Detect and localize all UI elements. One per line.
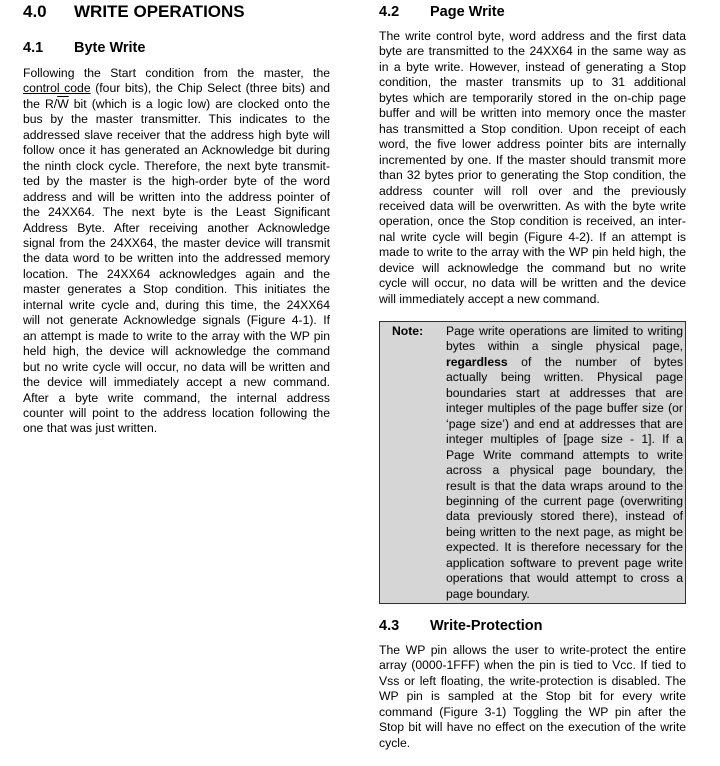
- note-line: Page write operations are limited to writing: [446, 324, 683, 338]
- note-line: expected. It is therefore necessary for the: [446, 540, 683, 555]
- paragraph-line: but no write cycle will occur, no data will be written and: [23, 359, 330, 374]
- paragraph-line: The write control byte, word address and the first data: [379, 29, 686, 43]
- paragraph-line: made to write to the array with the WP pin held high, the: [379, 245, 686, 260]
- paragraph-line: Address Byte. After receiving another Acknowledge: [23, 220, 330, 235]
- w-overbar-text: $\overline{W}$: [57, 96, 69, 111]
- note-line: boundaries start at addresses that are: [446, 385, 683, 400]
- note-line: ‘page size’) and end at addresses that are: [446, 416, 683, 431]
- paragraph-line: [23, 97, 330, 112]
- paragraph-line: internal write cycle and, during this time, the 24XX64: [23, 297, 330, 312]
- control-code-text: control code: [23, 81, 91, 96]
- paragraph-line: in a byte write. However, instead of generating a Stop: [379, 59, 686, 74]
- paragraph-line-rest: bit (which is a logic low) are clocked onto the: [68, 96, 330, 111]
- paragraph-line: bytes which are temporarily stored in the on-chip page: [379, 90, 686, 105]
- note-line: bytes within a single physical page,: [446, 339, 683, 354]
- paragraph-line: addressed slave receiver that the address high byte will: [23, 127, 330, 142]
- paragraph-line: location. The 24XX64 acknowledges again and the: [23, 266, 330, 281]
- paragraph-line: the data word to be written into the addressed memory: [23, 251, 330, 266]
- note-line: data previously stored there), instead of: [446, 509, 683, 524]
- paragraph-line: one that was just written.: [23, 421, 158, 436]
- paragraph-line: address counter will roll over and the previously: [379, 183, 686, 198]
- byte-write-heading: [23, 39, 145, 57]
- note-line: across a physical page boundary, the: [446, 463, 683, 478]
- paragraph-line: After a byte write command, the internal address: [23, 390, 330, 405]
- paragraph-line: bus by the master transmitter. This indicates to the: [23, 112, 330, 127]
- paragraph-line: condition, the master transmits up to 31 additional: [379, 75, 686, 90]
- chapter-heading: [23, 2, 245, 22]
- write-protection-paragraph: [379, 643, 686, 751]
- note-line: operations that would attempt to cross a: [446, 571, 683, 586]
- chapter-number: 4.0: [23, 2, 47, 21]
- paragraph-line: byte are transmitted to the 24XX64 in the same way as: [379, 44, 686, 59]
- paragraph-line: nal write cycle will begin (Figure 4-2). If an attempt is: [379, 229, 686, 244]
- paragraph-line: held high, the device will acknowledge the command: [23, 344, 330, 359]
- note-line: integer multiples of the page buffer size (or: [446, 401, 683, 416]
- paragraph-line: an attempt is made to write to the array with the WP pin: [23, 328, 330, 343]
- paragraph-line: address and will be written into the address pointer of: [23, 189, 330, 204]
- paragraph-line: signal from the 24XX64, the master device will transmit: [23, 235, 330, 250]
- paragraph-line: counter will point to the address location following the: [23, 405, 330, 420]
- write-protection-title: Write-Protection: [430, 618, 543, 634]
- note-box: [379, 321, 686, 604]
- chapter-title: WRITE OPERATIONS: [74, 2, 245, 21]
- paragraph-line: buffer and will be written into memory once the master: [379, 106, 686, 121]
- paragraph-line: will not generate Acknowledge signals (Figure 4-1). If: [23, 313, 330, 328]
- paragraph-line: the device will immediately accept a new command.: [23, 375, 330, 390]
- paragraph-line: Following the Start condition from the master, the: [23, 66, 330, 80]
- byte-write-paragraph: [23, 66, 330, 437]
- paragraph-line: cycle.: [379, 735, 411, 750]
- note-line: actually being written. Physical page: [446, 370, 683, 385]
- paragraph-line: follow once it has generated an Acknowledge bit during: [23, 143, 330, 158]
- page-write-title: Page Write: [430, 4, 505, 20]
- paragraph-line: [23, 81, 330, 96]
- paragraph-line: Vss or left floating, the write-protection is disabled. The: [379, 673, 686, 688]
- paragraph-line: command (Figure 3-1) Toggling the WP pin after the: [379, 704, 686, 719]
- note-text: [446, 324, 683, 602]
- paragraph-line-rest: (four bits), the Chip Select (three bits) and: [90, 81, 330, 96]
- note-line: being written to the next page, as might be: [446, 524, 683, 539]
- paragraph-line: ted by the master is the high-order byte of the word: [23, 174, 330, 189]
- note-line: application software to prevent page write: [446, 555, 683, 570]
- note-emphasis: regardless of the number of bytes: [446, 354, 683, 369]
- paragraph-line: WP pin is sampled at the Stop bit for every write: [379, 689, 686, 704]
- paragraph-line-start: the R/: [23, 96, 58, 111]
- paragraph-line: array (0000-1FFF) when the pin is tied to Vcc. If tied to: [379, 658, 686, 673]
- note-line: Page Write command attempts to write: [446, 447, 683, 462]
- page-write-number: 4.2: [379, 4, 400, 20]
- paragraph-line: will immediately accept a new command.: [379, 291, 600, 306]
- paragraph-line: device will acknowledge the command but no write: [379, 260, 686, 275]
- paragraph-line: the 24XX64. The next byte is the Least Significant: [23, 205, 330, 220]
- paragraph-line: than 32 bytes prior to generating the Stop condition, the: [379, 168, 686, 183]
- write-protection-number: 4.3: [379, 618, 400, 634]
- byte-write-number: 4.1: [23, 40, 44, 56]
- paragraph-line: incremented by one. If the master should transmit more: [379, 152, 686, 167]
- note-line: integer multiples of [page size - 1]. If a: [446, 432, 683, 447]
- byte-write-title: Byte Write: [74, 40, 146, 56]
- paragraph-line: cycle will occur, no data will be written and the device: [379, 276, 686, 291]
- note-line: beginning of the current page (overwriting: [446, 493, 683, 508]
- paragraph-line: master generates a Stop condition. This initiates the: [23, 282, 330, 297]
- page-write-paragraph: [379, 29, 686, 307]
- page-write-heading: [379, 3, 505, 21]
- write-protection-heading: [379, 617, 543, 635]
- note-line: page boundary.: [446, 586, 530, 601]
- note-line: result is that the data wraps around to the: [446, 478, 683, 493]
- note-line: [446, 355, 683, 370]
- paragraph-line: Stop bit will have no effect on the execution of the write: [379, 720, 686, 735]
- note-label: Note:: [392, 324, 424, 338]
- paragraph-line: the ninth clock cycle. Therefore, the next byte transmit-: [23, 158, 330, 173]
- paragraph-line: operation, once the Stop condition is received, an inter-: [379, 214, 686, 229]
- paragraph-line: received data will be overwritten. As with the byte write: [379, 198, 686, 213]
- paragraph-line: The WP pin allows the user to write-protect the entire: [379, 643, 686, 657]
- paragraph-line: has transmitted a Stop condition. Upon receipt of each: [379, 121, 686, 136]
- paragraph-line: word, the five lower address pointer bits are internally: [379, 137, 686, 152]
